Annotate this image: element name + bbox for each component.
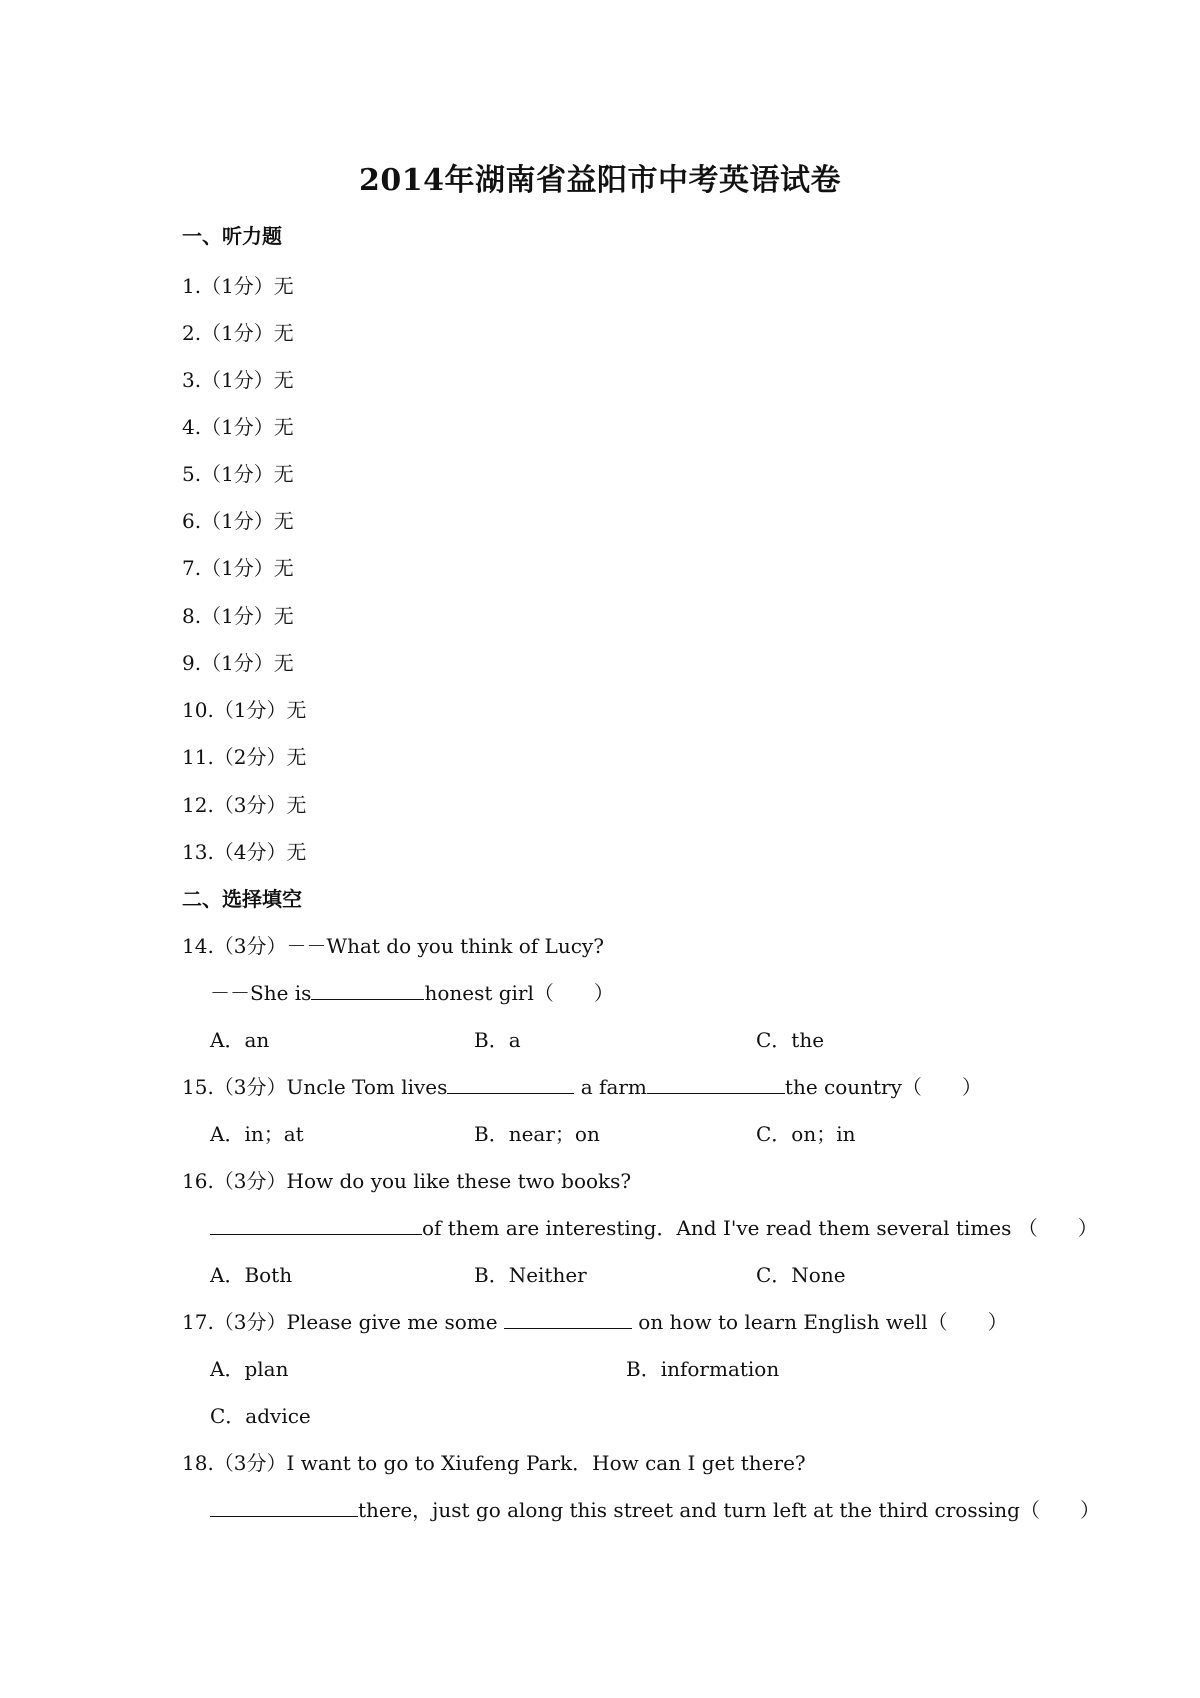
- question-15-text-post: the country（ ）: [784, 1075, 982, 1099]
- question-14-text-post: honest girl（ ）: [424, 981, 614, 1005]
- listening-item: 5.（1分）无: [182, 462, 294, 486]
- option-a: A．Both: [210, 1263, 293, 1287]
- listening-item: 13.（4分）无: [182, 840, 307, 864]
- option-b: B．information: [626, 1357, 780, 1381]
- question-17-text-post: on how to learn English well（ ）: [631, 1310, 1008, 1334]
- option-a: A．plan: [210, 1357, 289, 1381]
- question-18-stem: 18.（3分）I want to go to Xiufeng Park．How can I get there?: [182, 1451, 806, 1475]
- question-18-line2: [210, 1494, 1100, 1523]
- listening-item: 4.（1分）无: [182, 415, 294, 439]
- listening-item: 1.（1分）无: [182, 274, 294, 298]
- listening-item: 7.（1分）无: [182, 556, 294, 580]
- question-15-text-pre: 15.（3分）Uncle Tom lives: [182, 1075, 448, 1099]
- listening-item: 11.（2分）无: [182, 745, 307, 769]
- question-15-stem: [182, 1071, 982, 1100]
- option-c: C．the: [756, 1028, 825, 1052]
- question-16-line2: [210, 1212, 1098, 1241]
- answer-blank: [647, 1074, 785, 1094]
- option-c: C．advice: [210, 1404, 311, 1428]
- listening-item: 8.（1分）无: [182, 604, 294, 628]
- question-17-stem: [182, 1306, 1008, 1335]
- listening-item: 10.（1分）无: [182, 698, 307, 722]
- listening-item: 2.（1分）无: [182, 321, 294, 345]
- listening-item: 12.（3分）无: [182, 793, 307, 817]
- option-c: C．on；in: [756, 1122, 856, 1146]
- answer-blank: [210, 1215, 422, 1235]
- question-16-text-post: of them are interesting．And I've read them several times （ ）: [422, 1216, 1098, 1240]
- section-heading-listening: 一、听力题: [182, 224, 282, 248]
- option-c: C．None: [756, 1263, 846, 1287]
- question-14-line2: [210, 977, 614, 1006]
- listening-item: 6.（1分）无: [182, 509, 294, 533]
- question-17-text-pre: 17.（3分）Please give me some: [182, 1310, 504, 1334]
- page-title: 2014年湖南省益阳市中考英语试卷: [359, 163, 841, 198]
- question-14-text-pre: －－She is: [210, 981, 312, 1005]
- option-a: A．in；at: [210, 1122, 304, 1146]
- section-heading-multiple-choice: 二、选择填空: [182, 887, 302, 911]
- option-b: B．near；on: [474, 1122, 600, 1146]
- option-a: A．an: [210, 1028, 270, 1052]
- answer-blank: [311, 980, 424, 1000]
- option-b: B．a: [474, 1028, 521, 1052]
- option-b: B．Neither: [474, 1263, 587, 1287]
- answer-blank: [447, 1074, 574, 1094]
- question-18-text-post: there，just go along this street and turn left at the third crossing（ ）: [358, 1498, 1100, 1522]
- listening-item: 3.（1分）无: [182, 368, 294, 392]
- listening-item: 9.（1分）无: [182, 651, 294, 675]
- question-16-stem: 16.（3分）How do you like these two books?: [182, 1169, 632, 1193]
- answer-blank: [210, 1497, 358, 1517]
- answer-blank: [504, 1309, 632, 1329]
- question-14-stem: 14.（3分）－－What do you think of Lucy?: [182, 934, 604, 958]
- question-15-text-mid: a farm: [574, 1075, 647, 1099]
